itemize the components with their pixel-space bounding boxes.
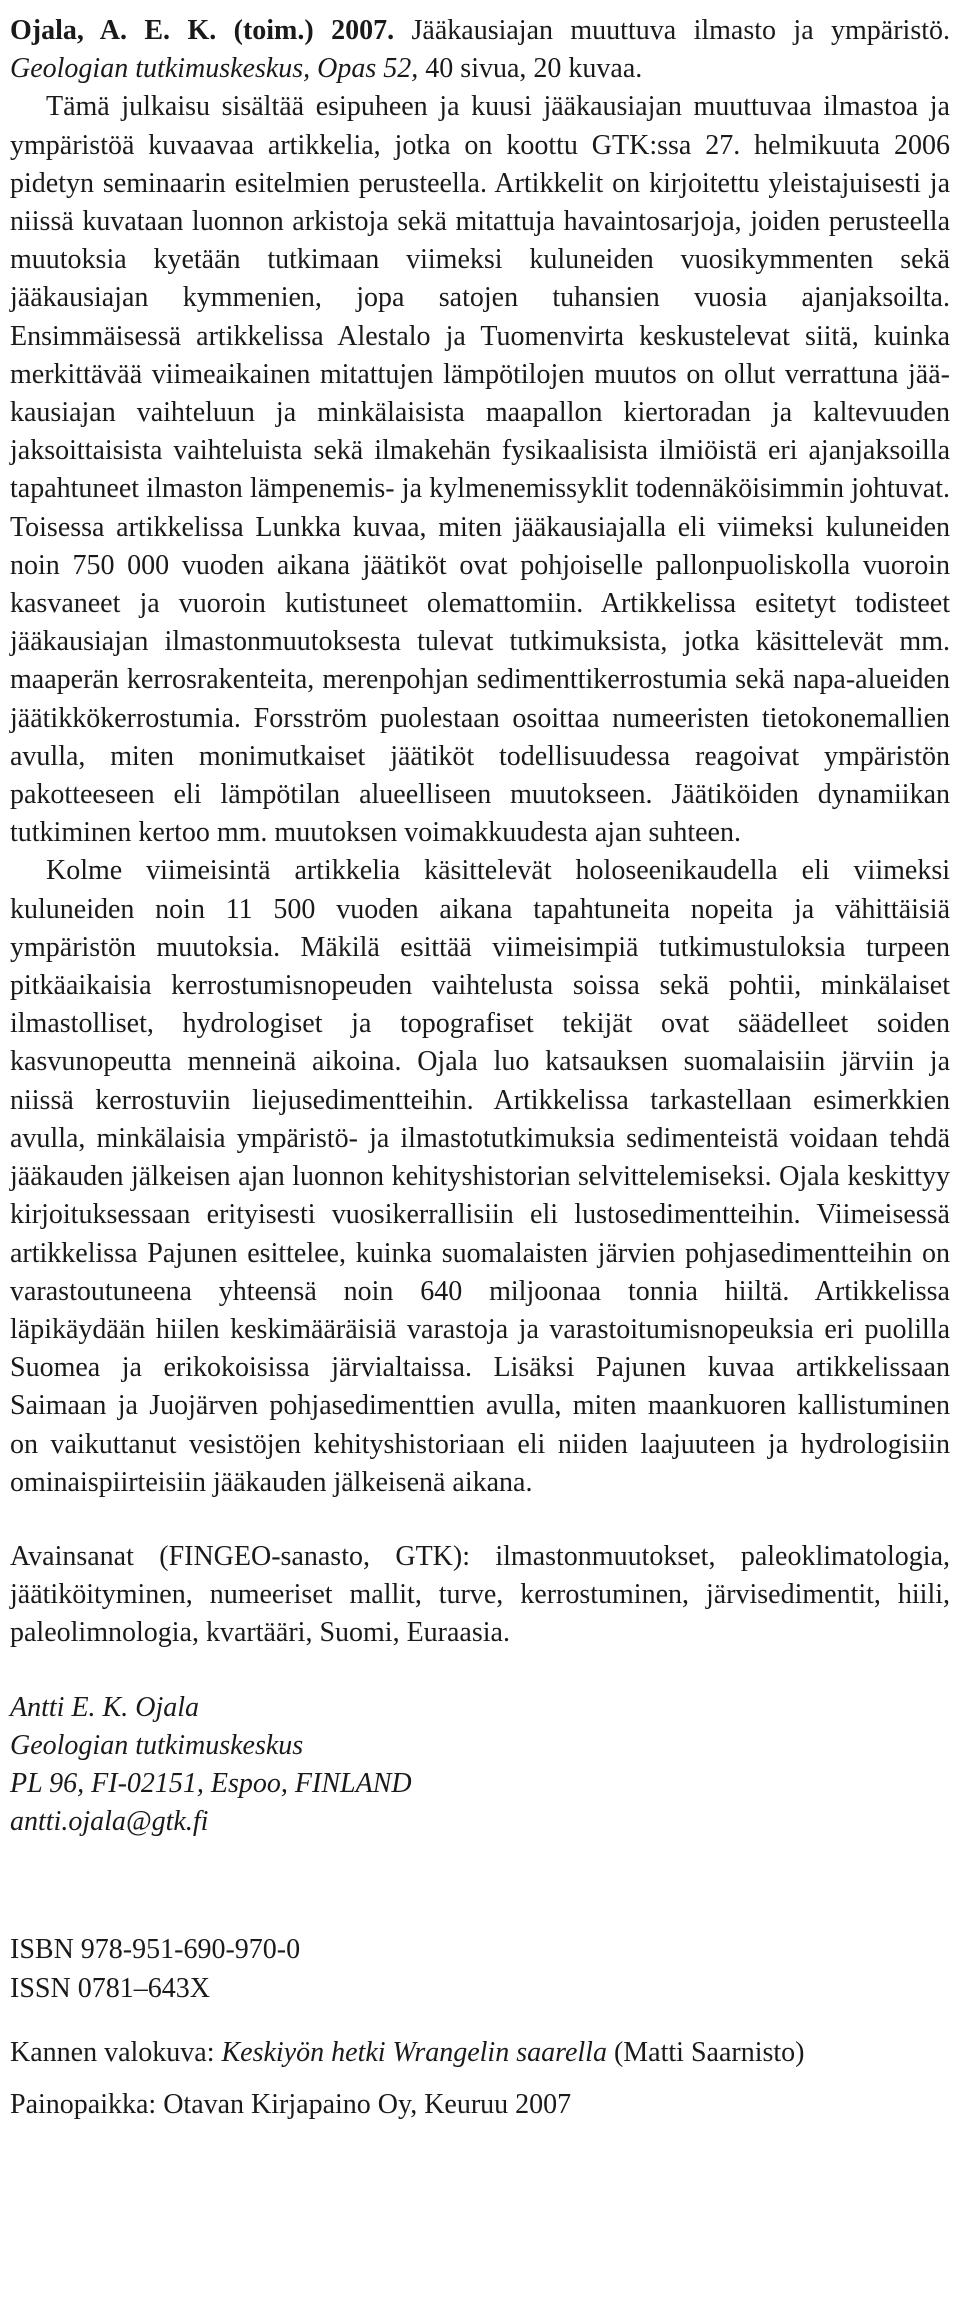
contact-address: PL 96, FI-02151, Espoo, FINLAND (10, 1767, 412, 1799)
cover-photo-title: Keskiyön hetki Wrangelin saarella (221, 2036, 607, 2068)
print-place: Painopaikka: Otavan Kirjapaino Oy, Keuruu 2007 (10, 2088, 572, 2120)
cover-photo-credit (10, 2034, 950, 2072)
citation (10, 12, 950, 88)
contact-email: antti.ojala@gtk.fi (10, 1806, 209, 1838)
isbn: ISBN 978-951-690-970-0 (10, 1934, 301, 1966)
contact-org: Geologian tutkimuskeskus (10, 1729, 304, 1761)
abstract-paragraph-1: Tämä julkaisu sisältää esipuheen ja kuusi jääkausiajan muuttuvaa ilmastoa ja ympäristöä kuvaavaa artikkelia, jotka on koottu GTK:ssa 27. helmikuuta 2006 pidetyn seminaarin esitelmien perusteella. Artikkelit on kirjoitettu yleistajuisesti ja niissä kuvataan luonnon arkistoja sekä mitattuja havaintosarjoja, joiden perusteella muutoksia kyetään tutkimaan viimeksi kuluneiden vuosikymmenten sekä jääkausiajan kymmenien, jopa satojen tuhansien vuosia ajanjaksoilta. Ensimmäisessä artikkelissa Alestalo ja Tuomenvirta keskustelevat siitä, kuinka merkittävää viimeaikainen mitattujen lämpötilojen muutos on ollut verrattuna jääkausiajan vaihteluun ja minkälaisista maapallon kiertoradan ja kaltevuuden jaksoittaisista vaihteluista sekä ilmakehän fysikaalisista ilmiöistä eri ajanjaksoilla tapahtuneet ilmaston lämpenemis- ja kylmenemissyklit todennäköisimmin johtuvat. Toisessa artikkelissa Lunkka kuvaa, miten jääkausiajalla eli viimeksi kuluneiden noin 750 000 vuoden aikana jäätiköt ovat pohjoiselle pallonpuoliskolla vuoroin kasvaneet ja vuoroin kutistuneet olemattomiin. Artikkelissa esitetyt todisteet jääkausiajan ilmastonmuutoksesta tulevat tutkimuksista, jotka käsittelevät mm. maaperän kerrosrakenteita, merenpohjan sedimenttikerrostumia sekä napa-alueiden jäätikkökerrostumia. Forsström puolestaan osoittaa numeeristen tietokonemallien avulla, miten monimutkaiset jäätiköt todellisuudessa reagoivat ympäristön pakotteeseen eli lämpötilan alueelliseen muutokseen. Jäätiköiden dynamiikan tutkiminen kertoo mm. muutoksen voimakkuudesta ajan suhteen. (10, 91, 950, 849)
citation-pages: 40 sivua, 20 kuvaa. (425, 53, 643, 85)
citation-authors: Ojala, A. E. K. (toim.) 2007. (10, 15, 395, 46)
abstract-paragraph-2: Kolme viimeisintä artikkelia käsittelevät holoseenikaudella eli viimeksi kuluneiden noin 11 500 vuoden aikana tapahtuneita nopeita ja vähittäisiä ympäristön muutoksia. Mäkilä esittää viimeisimpiä tutkimustuloksia turpeen pitkäaikaisia kerrostumisnopeuden vaihtelusta soissa sekä pohtii, minkälaiset ilmastolliset, hydrologiset ja topografiset tekijät ovat säädelleet soiden kasvunopeutta menneinä aikoina. Ojala luo katsauksen suomalaisiin järviin ja niissä kerrostuviin liejusedimentteihin. Artikkelissa tarkastellaan esimerkkien avulla, minkälaisia ympäristö- ja ilmastotutkimuksia sedimenteistä voidaan tehdä jääkauden jälkeisen ajan luonnon kehityshistorian selvittelemiseksi. Ojala keskittyy kirjoituksessaan erityisesti vuosikerrallisiin eli lustosedimentteihin. Viimeisessä artikkelissa Pajunen esittelee, kuinka suomalaisten järvien pohjasedimentteihin on varastoutuneena yhteensä noin 640 miljoonaa tonnia hiiltä. Artikkelissa läpikäydään hiilen keskimääräisiä varastoja ja varastoitumisnopeuksia eri puolilla Suomea ja erikokoisissa järvialtaissa. Lisäksi Pajunen kuvaa artikkelissaan Saimaan ja Juojärven pohjasedimenttien avulla, miten maankuoren kallistuminen on vaikuttanut vesistöjen kehityshistoriaan eli niiden laajuuteen ja hydrologisiin ominaispiirteisiin jääkauden jälkeisenä aikana. (10, 855, 950, 1498)
contact-name: Antti E. K. Ojala (10, 1691, 199, 1723)
issn: ISSN 0781–643X (10, 1972, 210, 2004)
citation-series: Geologian tutkimuskeskus, Opas 52, (10, 53, 419, 85)
cover-photo-label: Kannen valokuva: (10, 2036, 215, 2068)
contact-block (10, 1689, 950, 1842)
keywords: Avainsanat (FINGEO-sanasto, GTK): ilmastonmuutokset, paleoklimatologia, jäätiköityminen, numeeriset mallit, turve, kerrostuminen, järvisedimentit, hiili, paleolimnologia, kvartääri, Suomi, Euraasia. (10, 1540, 950, 1649)
citation-title: Jääkausiajan muuttuva ilmasto ja ympäristö. (411, 15, 951, 46)
cover-photo-author: (Matti Saarnisto) (613, 2036, 805, 2068)
isbn-block (10, 1931, 950, 2007)
